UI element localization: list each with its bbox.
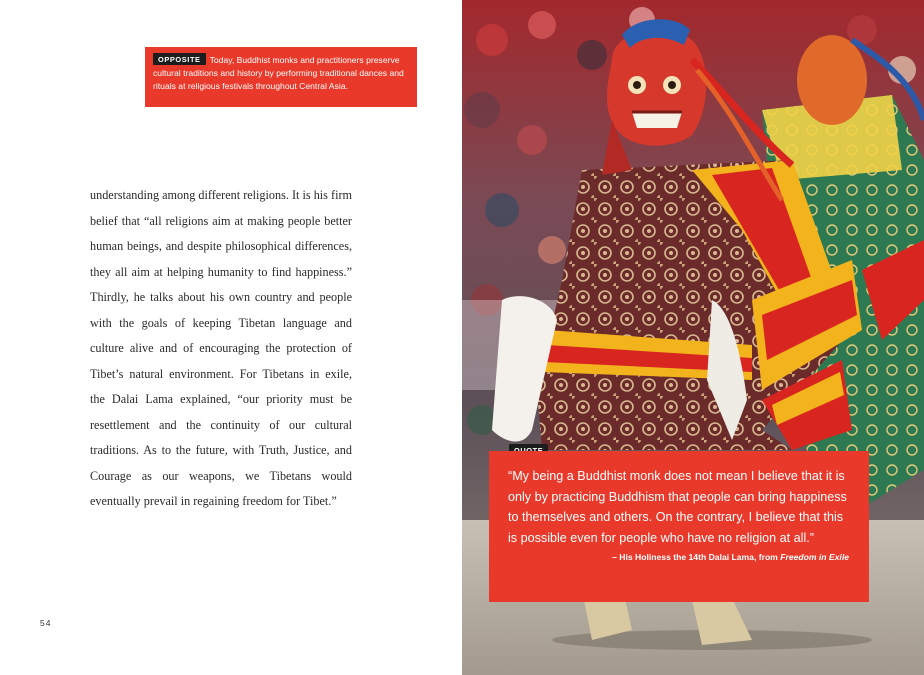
caption-box xyxy=(145,47,417,107)
caption-tag: OPPOSITE xyxy=(153,53,206,65)
page-number: 54 xyxy=(40,618,52,628)
caption-text: Today, Buddhist monks and practitioners preserve cultural traditions and history by performing traditional dances and rituals at religious festivals throughout Central Asia. xyxy=(153,55,404,92)
quote-box xyxy=(489,451,869,602)
body-paragraph: understanding among different religions. It is his firm belief that “all religions aim at making people better human beings, and despite philosophical differences, they all aim at helping humanity to find happiness.” Thirdly, he talks about his own country and people with the goals of keeping Tibetan language and culture alive and of encouraging the protection of Tibet’s natural environment. For Tibetans in exile, the Dalai Lama explained, “our priority must be resettlement and the continuity of our cultural traditions. As to the future, with Truth, Justice, and Courage as our weapons, we Tibetans would eventually prevail in regaining freedom for Tibet.” xyxy=(90,188,352,508)
quote-attribution-prefix: – His Holiness the 14th Dalai Lama, from xyxy=(612,552,781,562)
body-text xyxy=(90,183,352,515)
quote-attribution xyxy=(508,552,849,562)
quote-attribution-title: Freedom in Exile xyxy=(780,552,849,562)
quote-text: “My being a Buddhist monk does not mean I believe that it is only by practicing Buddhism that people can bring happiness to themselves and others. On the contrary, I believe that this is possible even for people who have no religion at all.” xyxy=(508,469,847,545)
